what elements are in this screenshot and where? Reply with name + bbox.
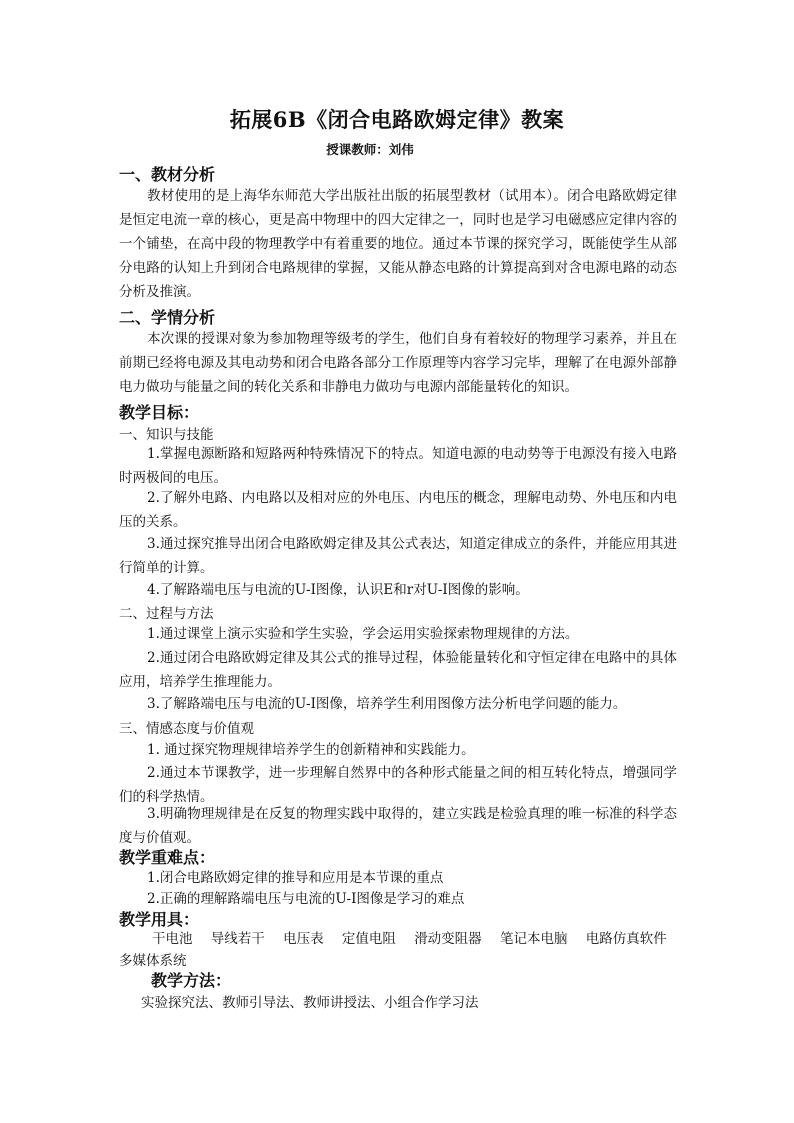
keypoint-1: 1.闭合电路欧姆定律的推导和应用是本节课的重点 [147, 870, 444, 886]
goal-process-2: 2.通过闭合电路欧姆定律及其公式的推导过程，体验能量转化和守恒定律在电路中的具体应用，培养学生推理能力。 [119, 650, 677, 690]
tool-item: 电压表 [283, 931, 324, 947]
goal-emotion-3: 3.明确物理规律是在反复的物理实践中取得的，建立实践是检验真理的唯一标准的科学态度与价值观。 [119, 806, 677, 846]
tool-item: 导线若干 [210, 931, 265, 947]
keypoint-2: 2.正确的理解路端电压与电流的U-I图像是学习的难点 [147, 891, 465, 907]
section-heading-tools: 教学用具： [119, 910, 200, 929]
goals-process-heading: 二、过程与方法 [119, 606, 214, 622]
goal-knowledge-2: 2.了解外电路、内电路以及相对应的外电压、内电压的概念，理解电动势、外电压和内电压的关系。 [119, 490, 677, 530]
goal-process-1: 1.通过课堂上演示实验和学生实验，学会运用实验探索物理规律的方法。 [147, 626, 579, 642]
section-heading-materials: 一、教材分析 [119, 165, 216, 184]
section-heading-students: 二、学情分析 [119, 308, 216, 327]
tool-item: 电路仿真软件 [585, 931, 667, 947]
students-paragraph: 本次课的授课对象为参加物理等级考的学生，他们自身有着较好的物理学习素养，并且在前期已经将电源及其电动势和闭合电路各部分工作原理等内容学习完毕，理解了在电源外部静电力做功与能量之间的转化关系和非静电力做功与电源内部能量转化的知识。 [119, 331, 677, 395]
goals-emotion-heading: 三、情感态度与价值观 [119, 721, 254, 737]
goal-emotion-1: 1. 通过探究物理规律培养学生的创新精神和实践能力。 [147, 742, 475, 758]
materials-paragraph: 教材使用的是上海华东师范大学出版社出版的拓展型教材（试用本）。闭合电路欧姆定律是恒定电流一章的核心，更是高中物理中的四大定律之一，同时也是学习电磁感应定律内容的一个铺垫，在高中段的物理教学中有着重要的地位。通过本节课的探究学习，既能使学生从部分电路的认知上升到闭合电路规律的掌握，又能从静态电路的计算提高到对含电源电路的动态分析及推演。 [119, 188, 677, 300]
tool-item: 定值电阻 [341, 931, 396, 947]
goal-process-3: 3.了解路端电压与电流的U-I图像，培养学生利用图像方法分析电学问题的能力。 [147, 696, 627, 712]
tool-item: 滑动变阻器 [414, 931, 482, 947]
tools-list [119, 928, 679, 972]
goals-knowledge-heading: 一、知识与技能 [119, 427, 214, 443]
goal-knowledge-3: 3.通过探究推导出闭合电路欧姆定律及其公式表达，知道定律成立的条件，并能应用其进行简单的计算。 [119, 536, 677, 576]
section-heading-keypoints: 教学重难点： [119, 848, 216, 867]
tool-item: 多媒体系统 [119, 953, 187, 969]
goal-knowledge-4: 4.了解路端电压与电流的U-I图像，认识E和r对U-I图像的影响。 [147, 582, 529, 598]
methods-text: 实验探究法、教师引导法、教师讲授法、小组合作学习法 [141, 995, 479, 1011]
tool-item: 笔记本电脑 [499, 931, 568, 947]
teacher-line: 授课教师：刘伟 [326, 142, 414, 157]
section-heading-methods: 教学方法： [151, 971, 232, 990]
tool-item: 干电池 [152, 931, 193, 947]
section-heading-goals: 教学目标： [119, 403, 200, 422]
goal-knowledge-1: 1.掌握电源断路和短路两种特殊情况下的特点。知道电源的电动势等于电源没有接入电路时两极间的电压。 [119, 446, 677, 486]
page-title: 拓展6B《闭合电路欧姆定律》教案 [229, 107, 565, 132]
goal-emotion-2: 2.通过本节课教学，进一步理解自然界中的各种形式能量之间的相互转化特点，增强同学们的科学热情。 [119, 765, 677, 805]
